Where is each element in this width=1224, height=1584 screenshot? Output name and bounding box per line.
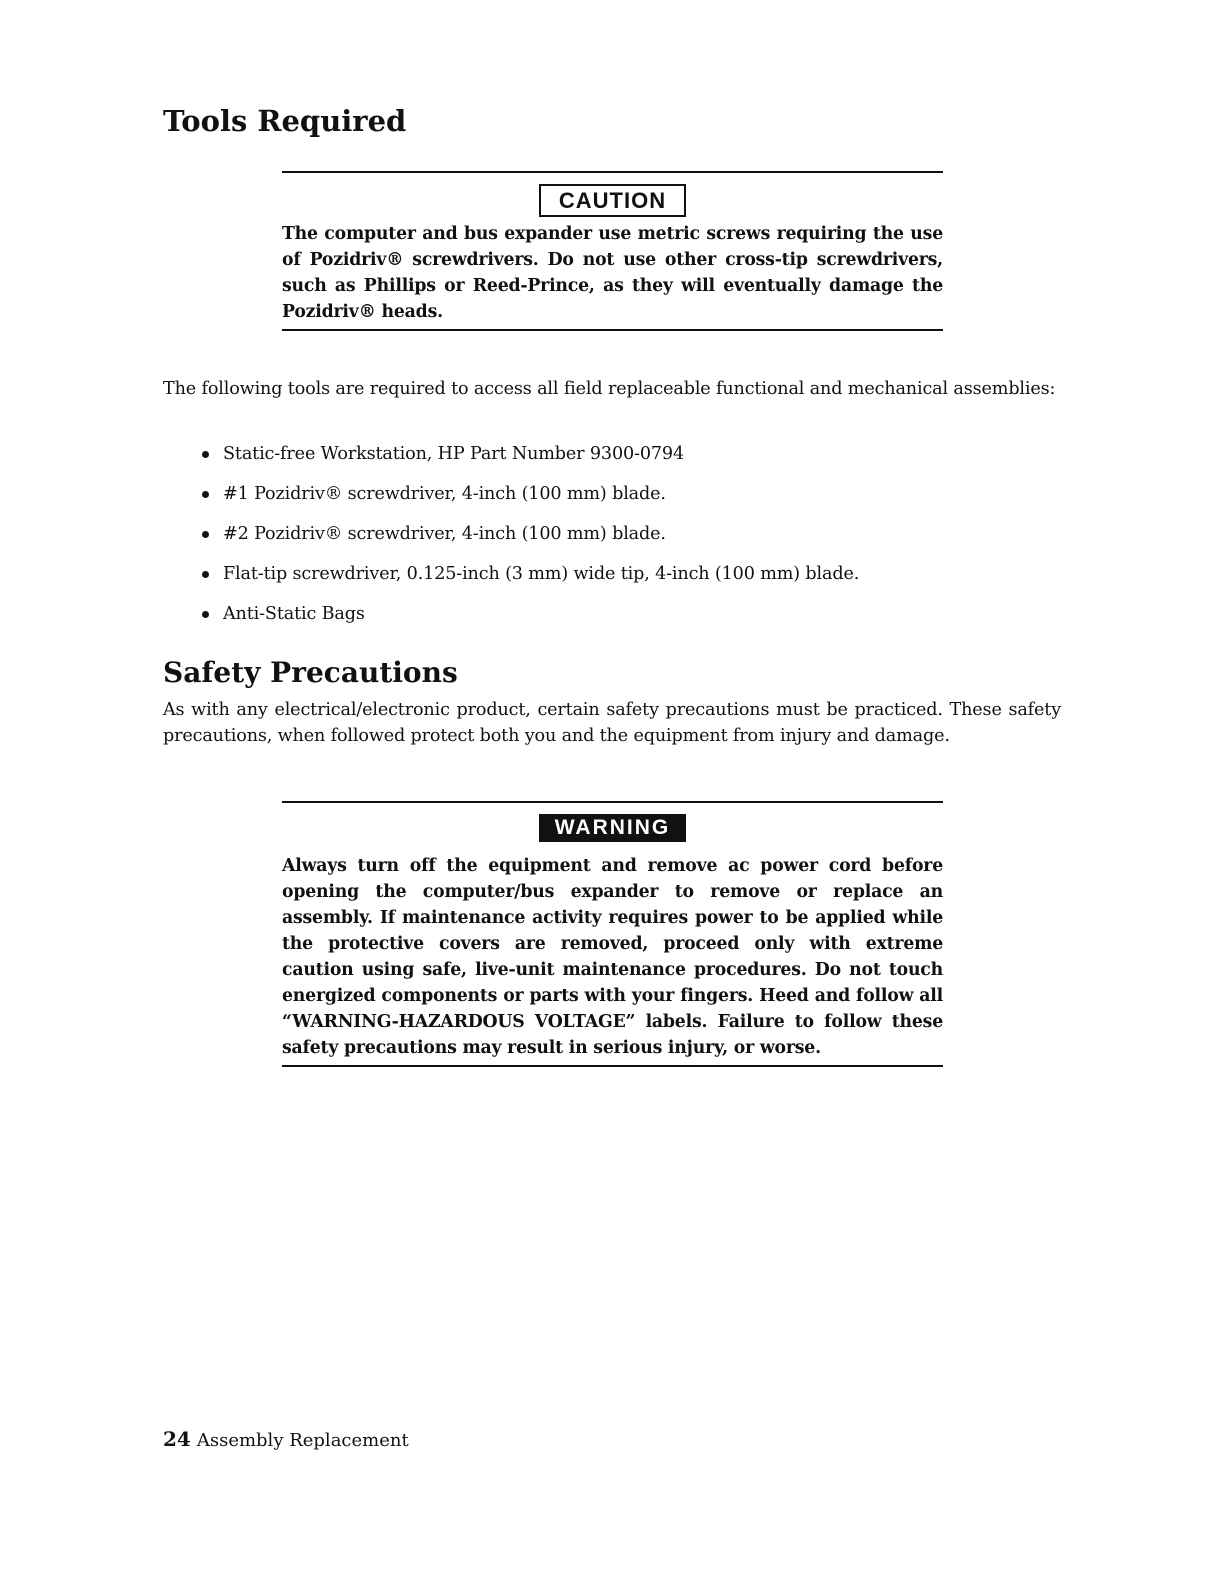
tools-intro-paragraph: The following tools are required to access all field replaceable functional and mechanical assemblies: [163,379,1056,399]
list-item [199,441,859,481]
list-item-text: Static-free Workstation, HP Part Number 9300-0794 [223,444,685,464]
caution-text: The computer and bus expander use metric screws requiring the use of Pozidriv® screwdrivers. Do not use other cross-tip screwdrivers, such as Phillips or Reed-Prince, as they will eventually damage the Pozidriv® heads. [282,224,943,322]
safety-paragraph: As with any electrical/electronic product, certain safety precautions must be practiced. These safety precautions, when followed protect both you and the equipment from injury and damage. [163,700,1061,746]
list-item-text: #1 Pozidriv® screwdriver, 4-inch (100 mm) blade. [223,484,666,504]
list-item [199,601,859,641]
caution-label: CAUTION [539,184,686,217]
section-title-tools-required: Tools Required [163,104,407,138]
list-item [199,561,859,601]
warning-label: WARNING [539,814,687,842]
list-item-text: Anti-Static Bags [223,604,365,624]
section-title-safety-precautions: Safety Precautions [163,656,458,689]
page-number: 24 [163,1427,191,1451]
bullet-icon [202,451,209,458]
bullet-icon [202,491,209,498]
tools-list [199,441,859,641]
caution-notice [282,171,943,331]
list-item [199,481,859,521]
list-item-text: Flat-tip screwdriver, 0.125-inch (3 mm) wide tip, 4-inch (100 mm) blade. [223,564,860,584]
bullet-icon [202,611,209,618]
list-item-text: #2 Pozidriv® screwdriver, 4-inch (100 mm) blade. [223,524,666,544]
page-footer [163,1426,409,1454]
warning-notice [282,801,943,1067]
bullet-icon [202,531,209,538]
footer-section-name: Assembly Replacement [196,1430,409,1451]
warning-text: Always turn off the equipment and remove ac power cord before opening the computer/bus expander to remove or replace an assembly. If maintenance activity requires power to be applied while the protective covers are removed, proceed only with extreme caution using safe, live-unit maintenance procedures. Do not touch energized components or parts with your fingers. Heed and follow all “WARNING-HAZARDOUS VOLTAGE” labels. Failure to follow these safety precautions may result in serious injury, or worse. [282,856,943,1058]
list-item [199,521,859,561]
bullet-icon [202,571,209,578]
